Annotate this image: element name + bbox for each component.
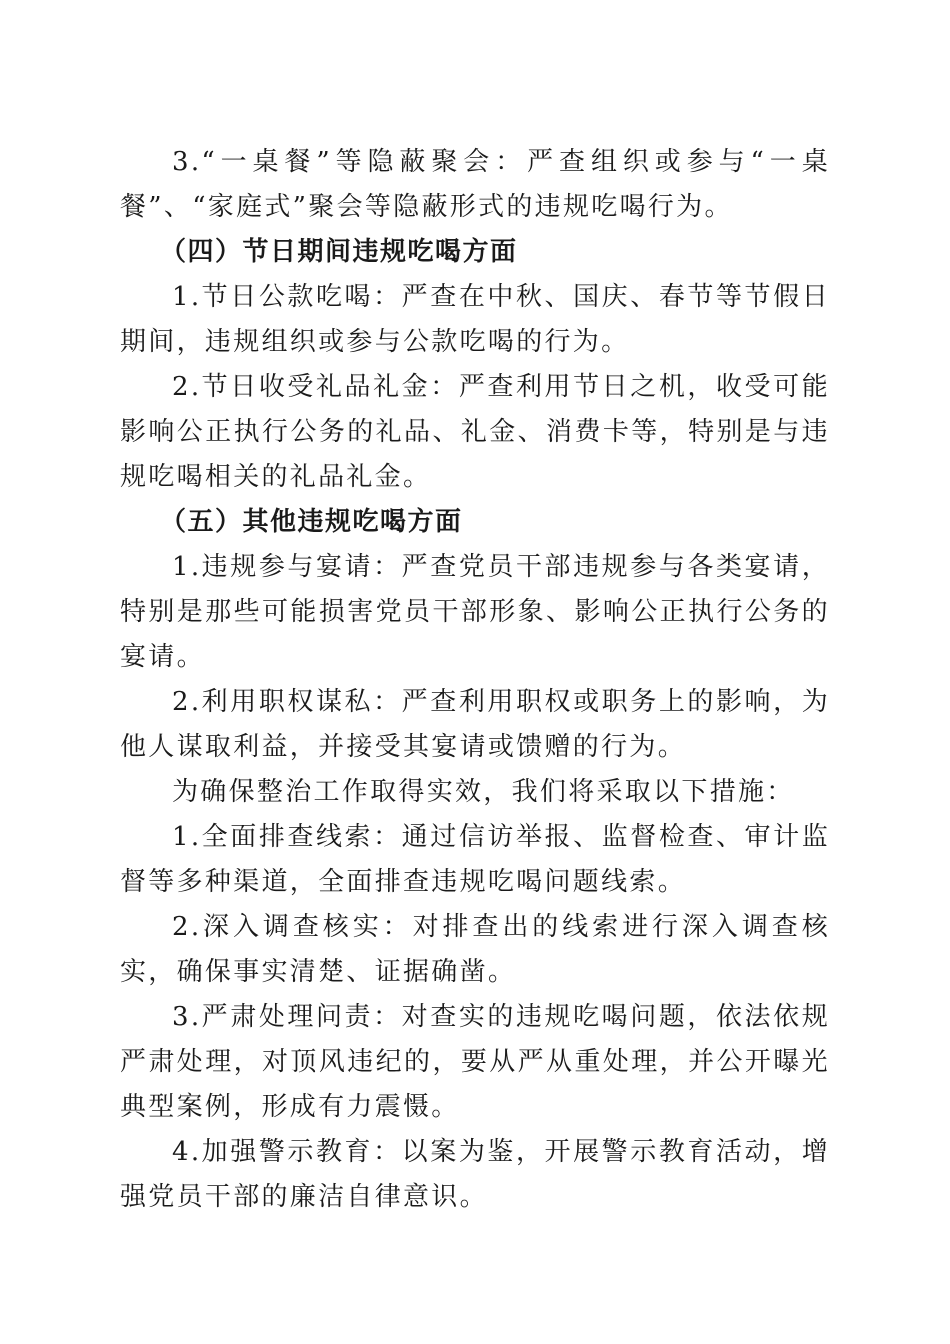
document-body: [120, 140, 830, 1220]
paragraph-measures-intro: 为确保整治工作取得实效，我们将采取以下措施：: [172, 777, 795, 807]
paragraph-measure-clues: 1.全面排查线索：通过信访举报、监督检查、审计监督等多种渠道，全面排查违规吃喝问题线索。: [120, 822, 830, 897]
paragraph-measure-accountability: 3.严肃处理问责：对查实的违规吃喝问题，依法依规严肃处理，对顶风违纪的，要从严从重处理，并公开曝光典型案例，形成有力震慑。: [120, 1002, 830, 1122]
paragraph-holiday-gifts: 2.节日收受礼品礼金：严查利用节日之机，收受可能影响公正执行公务的礼品、礼金、消费卡等，特别是与违规吃喝相关的礼品礼金。: [120, 372, 830, 492]
paragraph-measure-education: 4.加强警示教育：以案为鉴，开展警示教育活动，增强党员干部的廉洁自律意识。: [120, 1137, 830, 1212]
section-heading-other: （五）其他违规吃喝方面: [160, 507, 463, 537]
paragraph-abuse-of-power: 2.利用职权谋私：严查利用职权或职务上的影响，为他人谋取利益，并接受其宴请或馈赠的行为。: [120, 687, 830, 762]
paragraph-hidden-gatherings: 3.“一桌餐”等隐蔽聚会：严查组织或参与“一桌餐”、“家庭式”聚会等隐蔽形式的违规吃喝行为。: [120, 147, 830, 222]
paragraph-holiday-public-funds: 1.节日公款吃喝：严查在中秋、国庆、春节等节假日期间，违规组织或参与公款吃喝的行为。: [120, 282, 830, 357]
paragraph-measure-investigation: 2.深入调查核实：对排查出的线索进行深入调查核实，确保事实清楚、证据确凿。: [120, 912, 830, 987]
section-heading-holiday: （四）节日期间违规吃喝方面: [160, 237, 518, 267]
paragraph-banquets: 1.违规参与宴请：严查党员干部违规参与各类宴请，特别是那些可能损害党员干部形象、影响公正执行公务的宴请。: [120, 552, 830, 672]
